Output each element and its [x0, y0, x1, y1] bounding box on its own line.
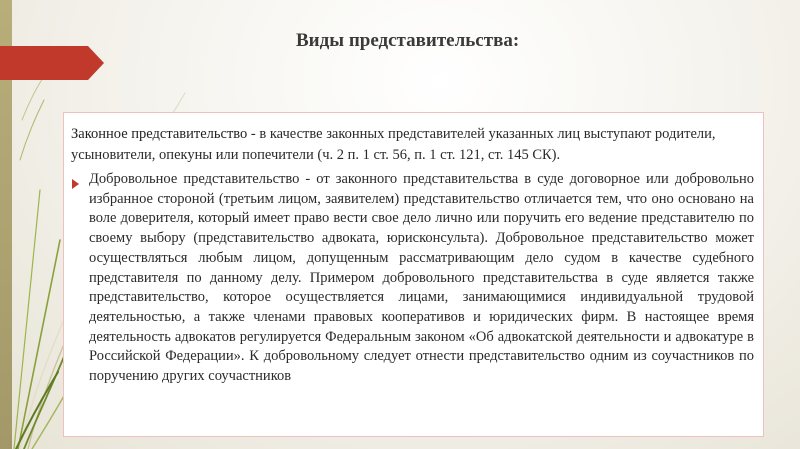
bullet-item-voluntary — [71, 170, 754, 387]
term-legal-representation: Законное представительство — [71, 126, 248, 142]
paragraph-voluntary-representation — [89, 170, 754, 387]
term-voluntary-representation: Добровольное представительство — [89, 171, 300, 187]
definition-voluntary-representation: - от законного представительства в суде договорное или добровольно избранное стороной (третьим лицом, заявителем) представительство отличается тем, что оно основано на воле доверителя, который имеет право вести свое дело лично или поручить его ведение представителю по своему выбору (представительство адвоката, юрисконсульта). Добровольное представительство может осуществляться любым лицом, допущенным рассматривающим дело судом в качестве судебного представителя по данному делу. Примером добровольного представительства в суде является также представительство, которое осуществляется лицами, занимающимися индивидуальной трудовой деятельностью, а также членами правовых кооперативов и юридических фирм. В настоящее время деятельность адвокатов регулируется Федеральным законом «Об адвокатской деятельности и адвокатуре в Российской Федерации». К добровольному следует отнести представительство одним из соучастников по поручению других соучастников — [89, 171, 754, 385]
triangle-bullet-icon — [71, 170, 89, 194]
definition-legal-representation: - в качестве законных представителей указанных лиц выступают родители, усыновители, опекуны или попечители (ч. 2 п. 1 ст. 56, п. 1 ст. 121, ст. 145 СК). — [71, 126, 716, 163]
paragraph-legal-representation — [71, 124, 754, 166]
arrow-banner-icon — [0, 46, 106, 80]
content-box — [63, 112, 764, 437]
slide-title: Виды представительства: — [296, 30, 520, 51]
